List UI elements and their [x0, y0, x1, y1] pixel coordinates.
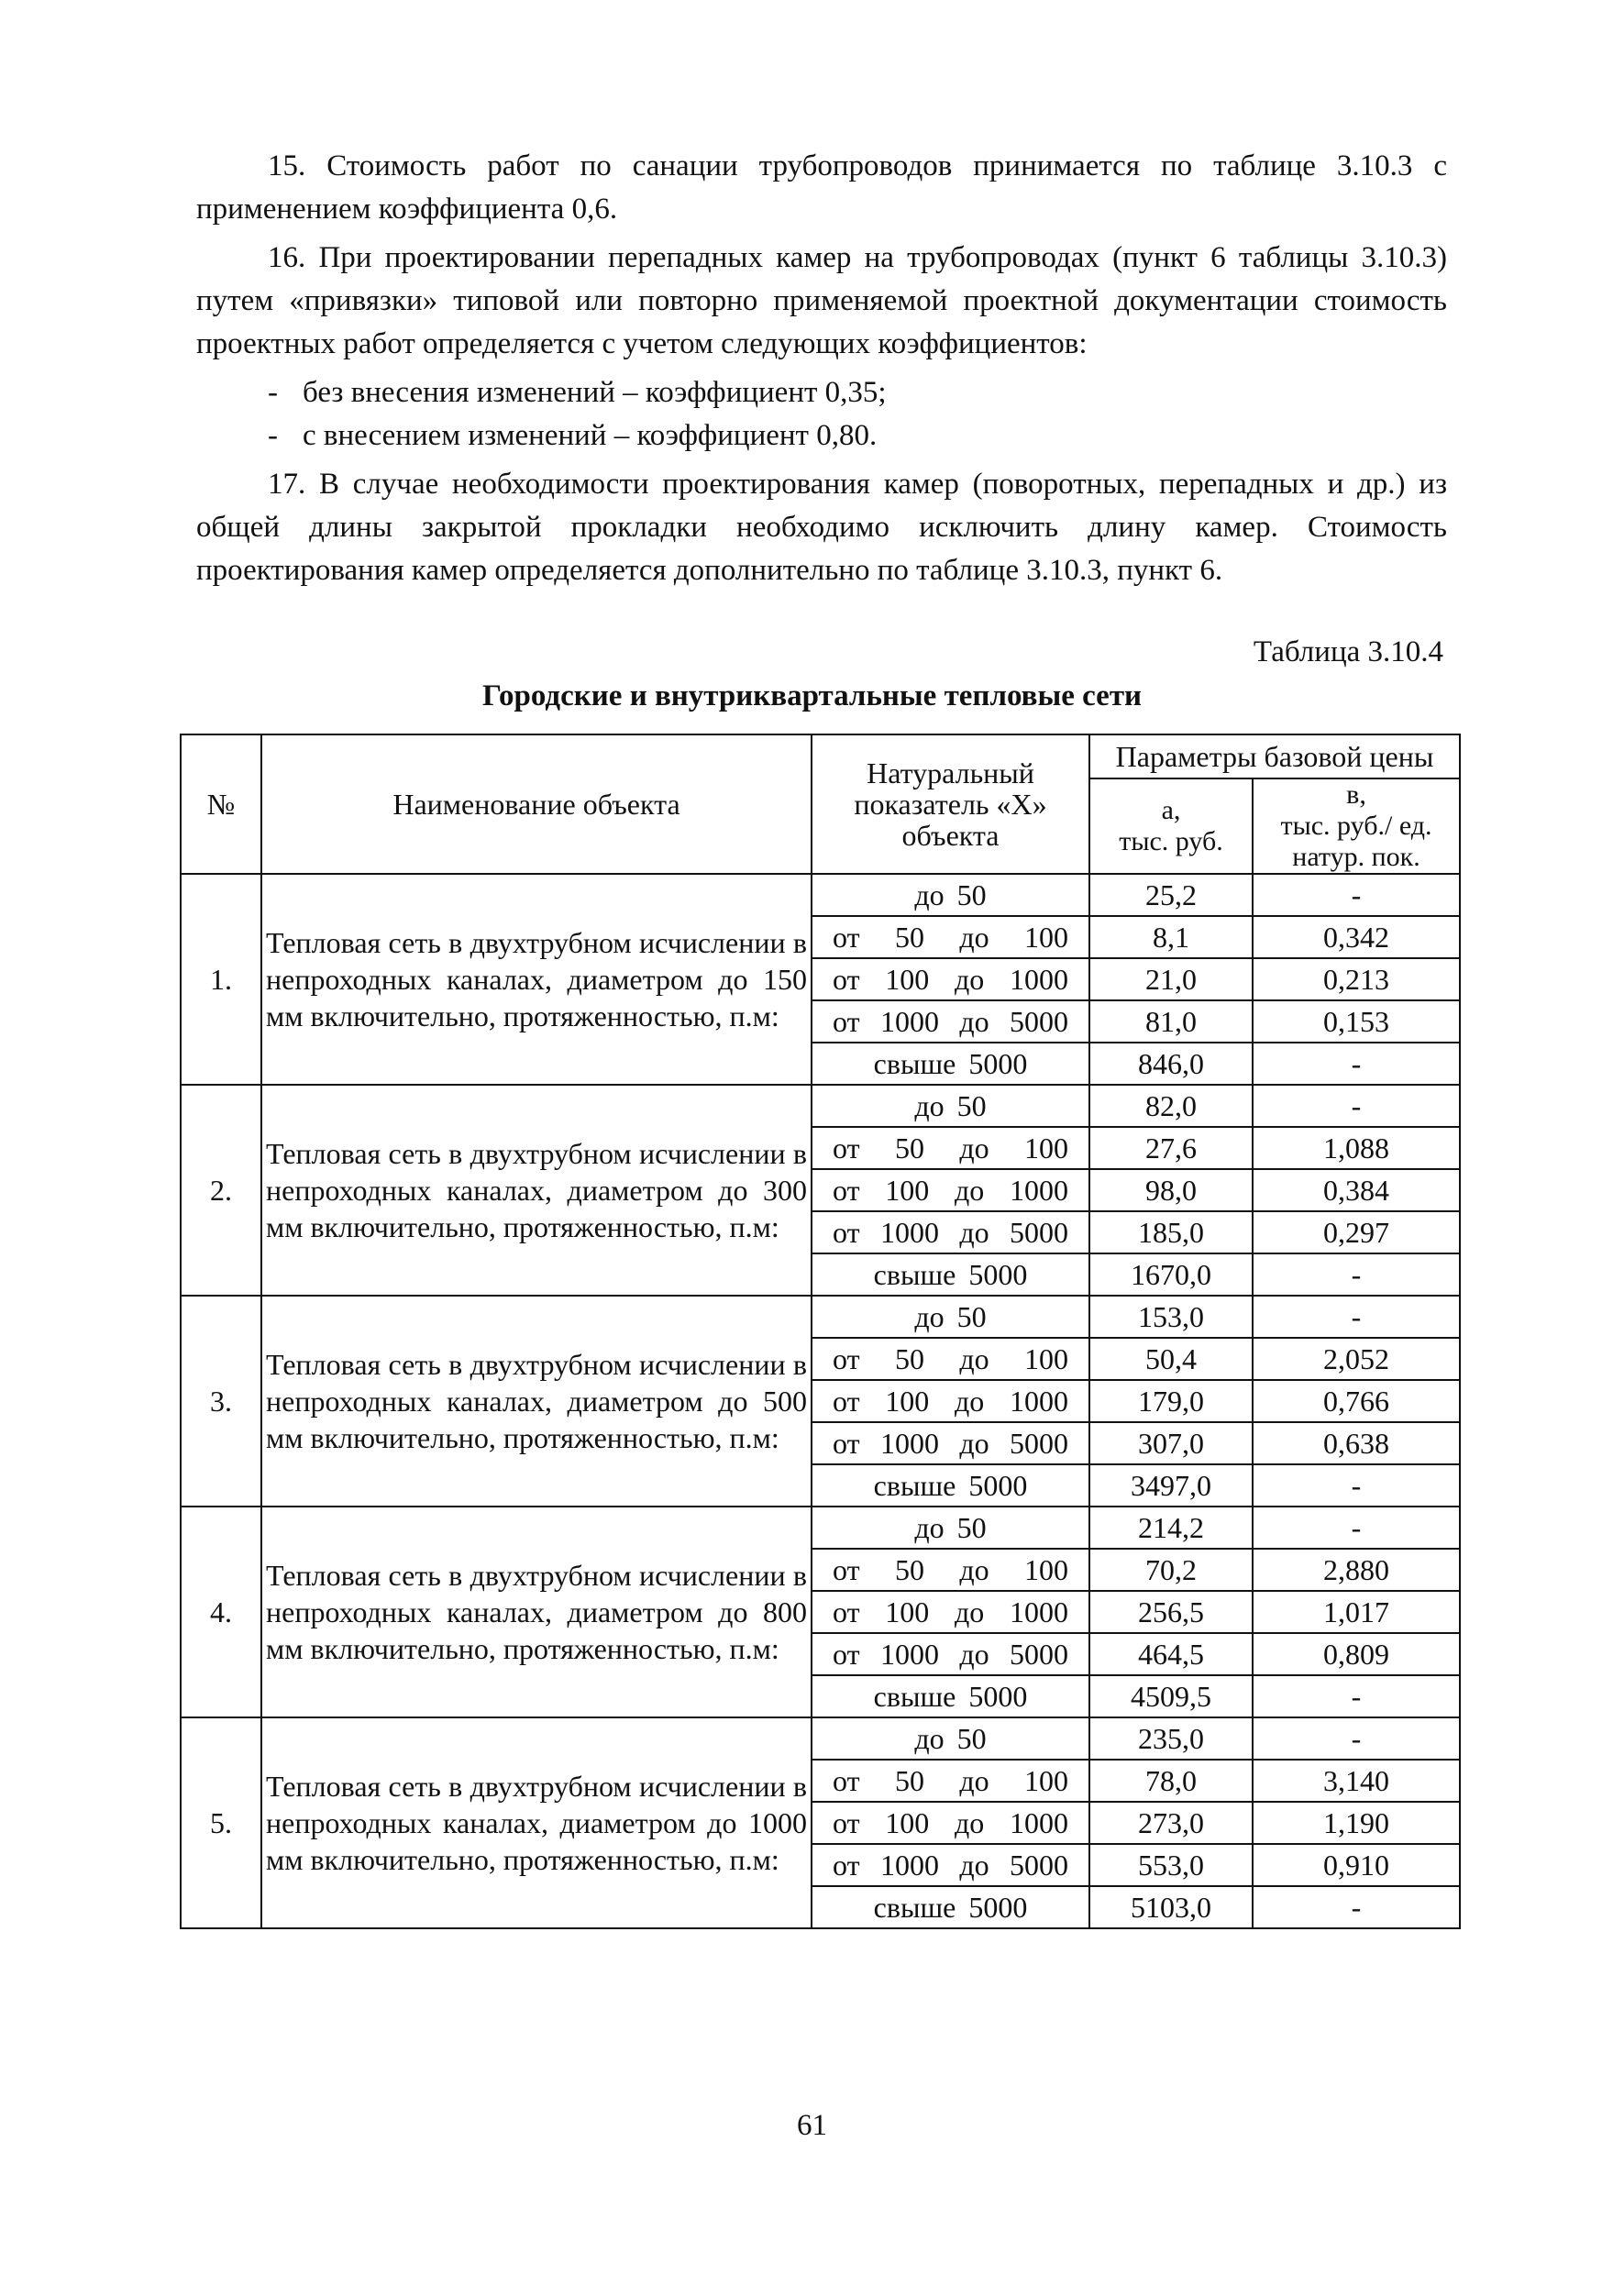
range-word: до: [959, 1553, 989, 1586]
range-word: 1000: [1010, 963, 1068, 996]
param-a-value: 81,0: [1089, 1000, 1253, 1043]
param-a-value: 464,5: [1089, 1633, 1253, 1675]
list-item: [196, 371, 1447, 414]
range-word: 100: [885, 963, 930, 996]
param-a-value: 78,0: [1089, 1760, 1253, 1802]
param-b-value: 1,017: [1253, 1591, 1460, 1633]
range-text: [816, 1043, 1085, 1084]
range-word: 5000: [968, 1469, 1028, 1502]
table-body: [181, 874, 1460, 1928]
range-word: 100: [885, 1174, 930, 1207]
param-a-value: 4509,5: [1089, 1675, 1253, 1717]
range-text: [816, 1634, 1085, 1674]
range-word: от: [833, 1595, 860, 1628]
natural-indicator-range: [812, 1085, 1089, 1127]
range-word: 1000: [879, 1216, 939, 1249]
range-word: от: [833, 1638, 860, 1671]
range-word: до: [914, 878, 945, 911]
range-word: до: [959, 1427, 989, 1460]
list-item-text: с внесением изменений – коэффициент 0,80.: [303, 419, 878, 452]
range-word: 50: [956, 1089, 987, 1122]
header-param-b-unit: тыс. руб./ ед. натур. пок.: [1280, 811, 1432, 872]
range-word: от: [833, 1216, 860, 1249]
body-text: [196, 145, 1447, 598]
range-word: 100: [1023, 1764, 1068, 1797]
param-a-value: 153,0: [1089, 1296, 1253, 1338]
range-word: 5000: [968, 1891, 1028, 1924]
list-item: [196, 414, 1447, 458]
natural-indicator-range: [812, 1464, 1089, 1507]
range-text: [816, 1465, 1085, 1506]
range-word: 100: [1023, 1131, 1068, 1165]
object-name: Тепловая сеть в двухтрубном исчислении в непроходных каналах, диаметром до 300 мм включительно, протяженностью, п.м:: [261, 1085, 812, 1296]
natural-indicator-range: [812, 1043, 1089, 1085]
natural-indicator-range: [812, 1760, 1089, 1802]
natural-indicator-range: [812, 1422, 1089, 1464]
object-name: Тепловая сеть в двухтрубном исчислении в непроходных каналах, диаметром до 800 мм включительно, протяженностью, п.м:: [261, 1507, 812, 1717]
range-word: 100: [885, 1806, 930, 1839]
param-b-value: 0,910: [1253, 1844, 1460, 1886]
range-word: 5000: [1009, 1427, 1068, 1460]
header-param-a: [1089, 778, 1253, 874]
table-label: Таблица 3.10.4: [1253, 635, 1443, 668]
range-word: до: [959, 1638, 989, 1671]
range-word: 5000: [1009, 1849, 1068, 1882]
range-word: 100: [1023, 1342, 1068, 1375]
range-word: 1000: [1010, 1806, 1068, 1839]
object-name: Тепловая сеть в двухтрубном исчислении в непроходных каналах, диаметром до 500 мм включительно, протяженностью, п.м:: [261, 1296, 812, 1507]
param-a-value: 273,0: [1089, 1802, 1253, 1844]
range-word: свыше: [873, 1680, 956, 1713]
range-text: [816, 1887, 1085, 1927]
param-a-value: 1670,0: [1089, 1253, 1253, 1296]
range-word: от: [833, 1806, 860, 1839]
range-word: 1000: [879, 1427, 939, 1460]
range-text: [816, 1254, 1085, 1295]
param-b-value: -: [1253, 1507, 1460, 1549]
range-word: от: [833, 1764, 860, 1797]
range-word: 1000: [1010, 1174, 1068, 1207]
table-row: [181, 1296, 1460, 1338]
range-text: [816, 1339, 1085, 1379]
range-word: до: [955, 963, 985, 996]
range-word: до: [959, 1342, 989, 1375]
param-b-value: -: [1253, 1085, 1460, 1127]
param-a-value: 235,0: [1089, 1717, 1253, 1760]
range-word: 50: [956, 1511, 987, 1544]
range-text: [816, 1761, 1085, 1801]
range-text: [816, 1507, 1085, 1548]
header-param-b-symbol: в,: [1346, 779, 1366, 810]
range-word: 5000: [1009, 1638, 1068, 1671]
range-text: [816, 1001, 1085, 1042]
range-word: до: [959, 921, 989, 954]
param-a-value: 307,0: [1089, 1422, 1253, 1464]
range-word: до: [959, 1005, 989, 1038]
range-word: от: [833, 1131, 860, 1165]
paragraph-17: 17. В случае необходимости проектирования камер (поворотных, перепадных и др.) из общей длины закрытой прокладки необходимо исключить длину камер. Стоимость проектирования камер определяется дополнительно по таблице 3.10.3, пункт 6.: [196, 468, 1447, 587]
natural-indicator-range: [812, 874, 1089, 916]
param-b-value: 2,052: [1253, 1338, 1460, 1380]
natural-indicator-range: [812, 1296, 1089, 1338]
natural-indicator-range: [812, 1633, 1089, 1675]
range-text: [816, 1086, 1085, 1126]
natural-indicator-range: [812, 1675, 1089, 1717]
range-text: [816, 1423, 1085, 1463]
object-name: Тепловая сеть в двухтрубном исчислении в непроходных каналах, диаметром до 1000 мм включительно, протяженностью, п.м:: [261, 1717, 812, 1928]
range-word: свыше: [873, 1469, 956, 1502]
param-a-value: 50,4: [1089, 1338, 1253, 1380]
param-a-value: 27,6: [1089, 1127, 1253, 1169]
param-a-value: 179,0: [1089, 1380, 1253, 1422]
natural-indicator-range: [812, 1844, 1089, 1886]
range-word: 1000: [1010, 1595, 1068, 1628]
row-number: 4.: [181, 1507, 261, 1717]
param-b-value: 0,809: [1253, 1633, 1460, 1675]
natural-indicator-range: [812, 1211, 1089, 1253]
range-word: 100: [1023, 921, 1068, 954]
range-word: 50: [894, 1131, 924, 1165]
param-a-value: 553,0: [1089, 1844, 1253, 1886]
range-word: 5000: [968, 1258, 1028, 1291]
range-word: до: [914, 1511, 945, 1544]
range-word: 50: [894, 921, 924, 954]
natural-indicator-range: [812, 1380, 1089, 1422]
param-b-value: 0,766: [1253, 1380, 1460, 1422]
range-word: до: [959, 1131, 989, 1165]
range-word: 50: [956, 1300, 987, 1333]
param-a-value: 5103,0: [1089, 1886, 1253, 1928]
range-word: от: [833, 1174, 860, 1207]
natural-indicator-range: [812, 1000, 1089, 1043]
range-text: [816, 875, 1085, 915]
range-word: 1000: [1010, 1385, 1068, 1418]
param-a-value: 70,2: [1089, 1549, 1253, 1591]
param-a-value: 82,0: [1089, 1085, 1253, 1127]
range-text: [816, 1212, 1085, 1253]
param-b-value: 0,638: [1253, 1422, 1460, 1464]
range-word: от: [833, 1342, 860, 1375]
range-word: до: [959, 1216, 989, 1249]
range-word: 5000: [1009, 1005, 1068, 1038]
param-a-value: 21,0: [1089, 958, 1253, 1000]
range-text: [816, 1718, 1085, 1759]
param-b-value: -: [1253, 1043, 1460, 1085]
range-word: 100: [885, 1595, 930, 1628]
range-word: до: [914, 1722, 945, 1755]
range-word: до: [955, 1174, 985, 1207]
param-a-value: 98,0: [1089, 1169, 1253, 1211]
range-word: 50: [894, 1342, 924, 1375]
param-a-value: 8,1: [1089, 916, 1253, 958]
range-word: 5000: [968, 1680, 1028, 1713]
range-word: 1000: [879, 1005, 939, 1038]
row-number: 3.: [181, 1296, 261, 1507]
range-word: от: [833, 1427, 860, 1460]
range-text: [816, 1170, 1085, 1210]
row-number: 5.: [181, 1717, 261, 1928]
natural-indicator-range: [812, 1591, 1089, 1633]
table-row: [181, 874, 1460, 916]
header-param-b: [1253, 778, 1460, 874]
range-word: свыше: [873, 1258, 956, 1291]
param-b-value: 0,342: [1253, 916, 1460, 958]
natural-indicator-range: [812, 1717, 1089, 1760]
param-b-value: 3,140: [1253, 1760, 1460, 1802]
param-b-value: 1,190: [1253, 1802, 1460, 1844]
natural-indicator-range: [812, 1886, 1089, 1928]
range-word: до: [959, 1849, 989, 1882]
param-b-value: 0,213: [1253, 958, 1460, 1000]
natural-indicator-range: [812, 1338, 1089, 1380]
range-word: до: [959, 1764, 989, 1797]
table-title: Городские и внутриквартальные тепловые сети: [481, 679, 1143, 712]
natural-indicator-range: [812, 958, 1089, 1000]
range-word: от: [833, 1849, 860, 1882]
range-word: от: [833, 921, 860, 954]
range-word: 50: [956, 1722, 987, 1755]
range-text: [816, 959, 1085, 999]
header-base-price-params: Параметры базовой цены: [1089, 734, 1460, 778]
range-word: 5000: [968, 1047, 1028, 1080]
range-word: до: [914, 1300, 945, 1333]
range-word: от: [833, 1385, 860, 1418]
dash-marker: -: [268, 376, 278, 409]
header-object-name: Наименование объекта: [261, 734, 812, 874]
header-natural-indicator: Натуральный показатель «Х» объекта: [812, 734, 1089, 874]
param-a-value: 25,2: [1089, 874, 1253, 916]
table-row: [181, 1717, 1460, 1760]
range-text: [816, 1592, 1085, 1632]
object-name: Тепловая сеть в двухтрубном исчислении в непроходных каналах, диаметром до 150 мм включительно, протяженностью, п.м:: [261, 874, 812, 1085]
natural-indicator-range: [812, 1802, 1089, 1844]
range-word: 50: [894, 1764, 924, 1797]
range-word: свыше: [873, 1047, 956, 1080]
dash-marker: -: [268, 419, 278, 452]
param-b-value: 0,153: [1253, 1000, 1460, 1043]
param-b-value: -: [1253, 1253, 1460, 1296]
range-word: до: [955, 1806, 985, 1839]
range-word: 5000: [1009, 1216, 1068, 1249]
range-word: 100: [885, 1385, 930, 1418]
param-b-value: 1,088: [1253, 1127, 1460, 1169]
param-b-value: 0,384: [1253, 1169, 1460, 1211]
range-word: 50: [956, 878, 987, 911]
range-word: 100: [1023, 1553, 1068, 1586]
param-b-value: -: [1253, 874, 1460, 916]
param-a-value: 3497,0: [1089, 1464, 1253, 1507]
natural-indicator-range: [812, 1169, 1089, 1211]
param-b-value: -: [1253, 1675, 1460, 1717]
range-word: 1000: [879, 1849, 939, 1882]
param-a-value: 256,5: [1089, 1591, 1253, 1633]
param-b-value: -: [1253, 1717, 1460, 1760]
range-word: от: [833, 963, 860, 996]
range-text: [816, 1676, 1085, 1717]
param-b-value: -: [1253, 1886, 1460, 1928]
param-b-value: 0,297: [1253, 1211, 1460, 1253]
range-word: до: [955, 1385, 985, 1418]
range-word: 50: [894, 1553, 924, 1586]
range-text: [816, 1381, 1085, 1421]
param-b-value: -: [1253, 1464, 1460, 1507]
row-number: 2.: [181, 1085, 261, 1296]
range-word: до: [955, 1595, 985, 1628]
table-header: [181, 734, 1460, 874]
range-word: свыше: [873, 1891, 956, 1924]
range-word: 1000: [879, 1638, 939, 1671]
range-text: [816, 1845, 1085, 1885]
natural-indicator-range: [812, 1127, 1089, 1169]
range-text: [816, 1550, 1085, 1590]
table-row: [181, 1085, 1460, 1127]
heating-networks-table: [180, 734, 1461, 1929]
list-item-text: без внесения изменений – коэффициент 0,35;: [303, 376, 887, 409]
param-a-value: 185,0: [1089, 1211, 1253, 1253]
range-text: [816, 1803, 1085, 1843]
range-text: [816, 1128, 1085, 1168]
natural-indicator-range: [812, 1253, 1089, 1296]
param-b-value: 2,880: [1253, 1549, 1460, 1591]
page-number: 61: [797, 2109, 827, 2142]
natural-indicator-range: [812, 1549, 1089, 1591]
natural-indicator-range: [812, 1507, 1089, 1549]
param-b-value: -: [1253, 1296, 1460, 1338]
header-param-a-unit: тыс. руб.: [1119, 826, 1223, 856]
param-a-value: 846,0: [1089, 1043, 1253, 1085]
paragraph-16: 16. При проектировании перепадных камер на трубопроводах (пункт 6 таблицы 3.10.3) путем «привязки» типовой или повторно применяемой проектной документации стоимость проектных работ определяется с учетом следующих коэффициентов:: [196, 241, 1447, 360]
paragraph-15: 15. Стоимость работ по санации трубопроводов принимается по таблице 3.10.3 с применением коэффициента 0,6.: [196, 149, 1447, 226]
range-word: от: [833, 1553, 860, 1586]
header-number: №: [181, 734, 261, 874]
range-text: [816, 917, 1085, 957]
header-param-a-symbol: а,: [1161, 795, 1181, 825]
row-number: 1.: [181, 874, 261, 1085]
param-a-value: 214,2: [1089, 1507, 1253, 1549]
range-text: [816, 1297, 1085, 1337]
range-word: от: [833, 1005, 860, 1038]
coefficient-list: [196, 371, 1447, 458]
range-word: до: [914, 1089, 945, 1122]
natural-indicator-range: [812, 916, 1089, 958]
table-row: [181, 1507, 1460, 1549]
